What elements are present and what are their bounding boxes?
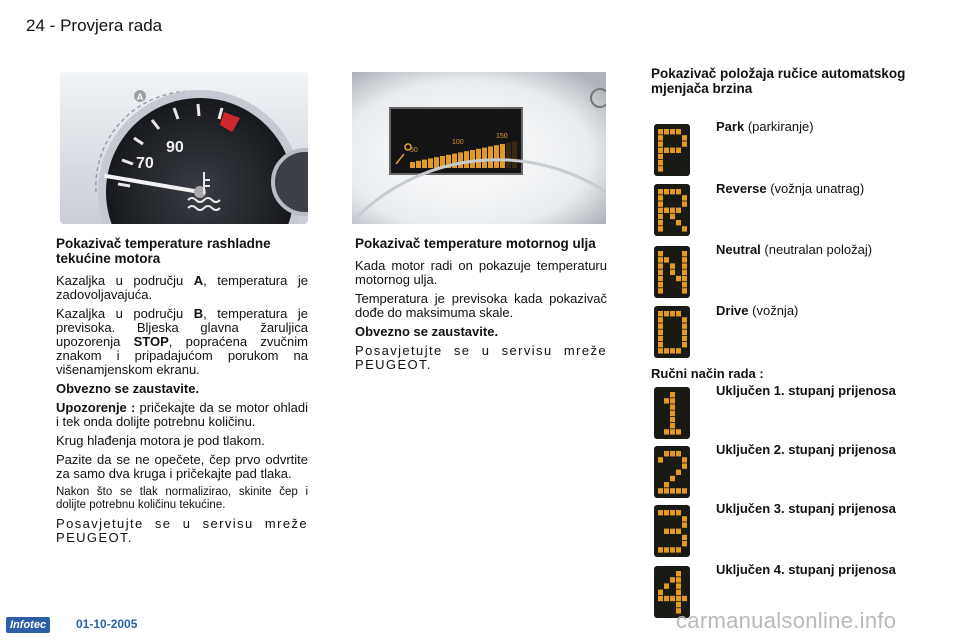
gear-4-label: Uključen 4. stupanj prijenosa	[716, 562, 896, 577]
gear-glyph-r	[654, 184, 690, 236]
oil-level-bar	[428, 158, 433, 168]
gear-2-label: Uključen 2. stupanj prijenosa	[716, 442, 896, 457]
oil-title: Pokazivač temperature motornog ulja	[355, 236, 596, 251]
oil-level-bar	[512, 142, 517, 168]
oil-tick-150: 150	[496, 133, 508, 140]
oil-level-bar	[410, 162, 415, 168]
oil-level-bar	[488, 146, 493, 168]
coolant-p3: Obvezno se zaustavite.	[56, 381, 200, 396]
coolant-p1: Kazaljka u području A, temperatura je zadovoljavajuća.	[56, 273, 308, 302]
gear-glyph-3	[654, 505, 690, 557]
oil-level-bar	[500, 144, 505, 168]
page-title: Provjera rada	[60, 16, 163, 35]
oil-level-bar	[422, 160, 427, 168]
gear-glyph-n	[654, 246, 690, 298]
oil-level-bar	[506, 143, 511, 168]
oil-section	[355, 236, 607, 377]
coolant-p4: Upozorenje : pričekajte da se motor ohladi i tek onda dolijte potrebnu količinu.	[56, 400, 309, 429]
coolant-section	[56, 236, 308, 550]
neutral-label: Neutral (neutralan položaj)	[716, 242, 873, 257]
coolant-p8: Posavjetujte se u servisu mreže PEUGEOT.	[56, 516, 308, 545]
drive-label: Drive (vožnja)	[716, 303, 799, 318]
gear-glyph-2	[654, 446, 690, 498]
tick-90: 90	[166, 139, 184, 156]
oil-level-bar	[482, 148, 487, 168]
gear-indicator-title: Pokazivač položaja ručice automatskog mjenjača brzina	[651, 66, 906, 96]
coolant-p2: Kazaljka u području B, temperatura je previsoka. Bljeska glavna žaruljica upozorenja STOP, popraćena zvučnim znakom i pripadajućom porukom na višenamjenskom ekranu.	[56, 306, 308, 377]
oil-p4: Posavjetujte se u servisu mreže PEUGEOT.	[355, 343, 607, 372]
park-label: Park (parkiranje)	[716, 119, 814, 134]
gear-3-label: Uključen 3. stupanj prijenosa	[716, 501, 896, 516]
oil-p2: Temperatura je previsoka kada pokazivač dođe do maksimuma skale.	[355, 291, 607, 320]
reverse-label: Reverse (vožnja unatrag)	[716, 181, 865, 196]
header-separator: -	[49, 16, 56, 35]
gear-glyph-d	[654, 306, 690, 358]
page-header	[26, 16, 162, 36]
manual-mode-label: Ručni način rada :	[651, 366, 764, 381]
oil-gauge-drawing	[352, 72, 606, 224]
page-number: 24	[26, 16, 45, 35]
footer-date: 01-10-2005	[76, 617, 138, 631]
coolant-p7: Nakon što se tlak normalizirao, skinite čep i dolijte potrebnu količinu tekućine.	[56, 486, 308, 511]
oil-level-bar	[464, 151, 469, 168]
coolant-title: Pokazivač temperature rashladne tekućine motora	[56, 236, 271, 266]
oil-level-bar	[476, 149, 481, 168]
coolant-p5: Krug hlađenja motora je pod tlakom.	[56, 433, 265, 448]
gear-glyph-p	[654, 124, 690, 176]
coolant-gauge-drawing	[60, 72, 308, 224]
coolant-p6: Pazite da se ne opečete, čep prvo odvrtite za samo dva kruga i pričekajte pad tlaka.	[56, 452, 308, 481]
oil-level-bar	[458, 152, 463, 168]
oil-temperature-image	[352, 72, 606, 224]
oil-p1: Kada motor radi on pokazuje temperaturu motornog ulja.	[355, 258, 607, 287]
tick-70: 70	[136, 155, 154, 172]
gear-1-label: Uključen 1. stupanj prijenosa	[716, 383, 896, 398]
oil-level-bar	[434, 157, 439, 168]
oil-level-bar	[416, 161, 421, 168]
infotec-badge: Infotec	[6, 617, 50, 633]
oil-tick-50: 50	[410, 147, 418, 154]
oil-level-bar	[470, 150, 475, 168]
watermark: carmanualsonline.info	[676, 608, 897, 633]
marker-a: A	[136, 92, 144, 102]
coolant-gauge-image	[60, 72, 308, 224]
gear-glyph-1	[654, 387, 690, 439]
oil-tick-100: 100	[452, 139, 464, 146]
oil-p3: Obvezno se zaustavite.	[355, 324, 499, 339]
oil-level-bar	[494, 145, 499, 168]
